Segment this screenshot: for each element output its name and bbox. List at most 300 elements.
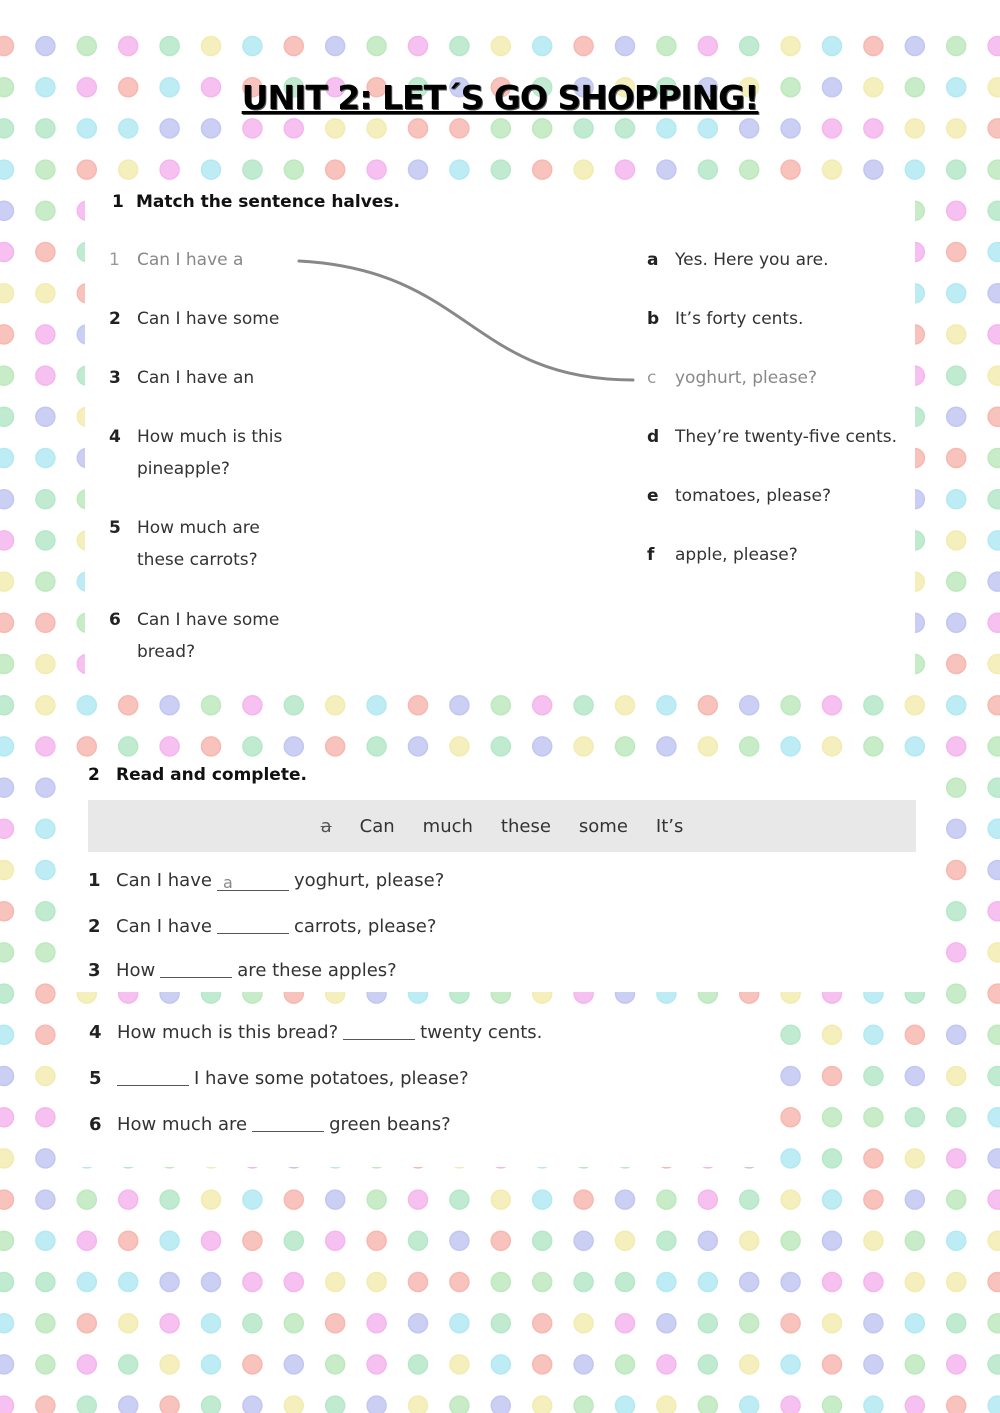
match-left-line1: How much are [137, 518, 260, 538]
background-dot [36, 819, 55, 838]
background-dot [36, 119, 55, 138]
background-dot [657, 1273, 676, 1292]
background-dot [823, 1273, 842, 1292]
background-dot [160, 1231, 179, 1250]
background-dot [119, 119, 138, 138]
background-dot [864, 160, 883, 179]
background-dot [781, 160, 800, 179]
background-dot [616, 1314, 635, 1333]
match-right-letter: c [647, 368, 657, 388]
background-dot [823, 1149, 842, 1168]
background-dot [119, 1190, 138, 1209]
background-dot [947, 902, 966, 921]
background-dot [367, 1396, 386, 1413]
background-dot [36, 490, 55, 509]
background-dot [574, 1273, 593, 1292]
background-dot [988, 119, 1000, 138]
complete-item-after: green beans? [329, 1114, 451, 1135]
background-dot [77, 78, 96, 97]
background-dot [491, 160, 510, 179]
background-dot [284, 1273, 303, 1292]
background-dot [119, 1273, 138, 1292]
match-left-number: 3 [109, 368, 121, 388]
match-right-text: apple, please? [675, 545, 798, 565]
background-dot [284, 1314, 303, 1333]
complete-item-before: How much is this bread? [117, 1022, 339, 1043]
match-left-text [137, 303, 279, 335]
background-dot [36, 243, 55, 262]
background-dot [988, 201, 1000, 220]
background-dot [574, 1190, 593, 1209]
background-dot [616, 696, 635, 715]
match-left-text [137, 421, 282, 485]
background-dot [160, 37, 179, 56]
background-dot [988, 284, 1000, 303]
background-dot [36, 696, 55, 715]
background-dot [36, 1067, 55, 1086]
background-dot [616, 1231, 635, 1250]
background-dot [905, 37, 924, 56]
match-right-letter: d [647, 427, 660, 447]
background-dot [947, 737, 966, 756]
background-dot [864, 696, 883, 715]
background-dot [160, 737, 179, 756]
background-dot [947, 119, 966, 138]
background-dot [988, 1149, 1000, 1168]
background-dot [36, 1231, 55, 1250]
background-dot [740, 160, 759, 179]
complete-item-before: How much are [117, 1114, 248, 1135]
background-dot [0, 531, 14, 550]
background-dot [574, 160, 593, 179]
background-dot [698, 160, 717, 179]
match-left-number: 1 [109, 250, 120, 270]
background-dot [947, 1190, 966, 1209]
match-left-line2: these carrots? [137, 550, 258, 570]
background-dot [202, 37, 221, 56]
answer-blank[interactable] [117, 1067, 189, 1086]
background-dot [823, 1190, 842, 1209]
match-right-text: tomatoes, please? [675, 486, 831, 506]
background-dot [781, 37, 800, 56]
match-left-number: 5 [109, 518, 121, 538]
background-dot [202, 160, 221, 179]
answer-blank[interactable] [217, 872, 289, 891]
background-dot [0, 819, 14, 838]
background-dot [202, 1231, 221, 1250]
background-dot [698, 1273, 717, 1292]
background-dot [36, 366, 55, 385]
complete-item-number: 2 [88, 916, 101, 937]
background-dot [367, 37, 386, 56]
background-dot [36, 449, 55, 468]
background-dot [533, 737, 552, 756]
background-dot [864, 737, 883, 756]
match-right-letter: e [647, 486, 659, 506]
background-dot [988, 737, 1000, 756]
background-dot [947, 78, 966, 97]
background-dot [36, 943, 55, 962]
answer-blank[interactable] [343, 1021, 415, 1040]
background-dot [0, 984, 14, 1003]
background-dot [36, 655, 55, 674]
background-dot [823, 696, 842, 715]
match-left-line1: Can I have some [137, 610, 280, 630]
background-dot [450, 1355, 469, 1374]
background-dot [823, 1355, 842, 1374]
background-dot [947, 201, 966, 220]
background-dot [119, 1355, 138, 1374]
background-dot [905, 1067, 924, 1086]
background-dot [0, 119, 14, 138]
background-dot [988, 1314, 1000, 1333]
background-dot [0, 325, 14, 344]
background-dot [36, 160, 55, 179]
background-dot [77, 737, 96, 756]
background-dot [988, 531, 1000, 550]
background-dot [988, 366, 1000, 385]
background-dot [450, 696, 469, 715]
complete-item-3 [88, 959, 397, 981]
background-dot [160, 1190, 179, 1209]
background-dot [36, 984, 55, 1003]
background-dot [657, 160, 676, 179]
background-dot [450, 1231, 469, 1250]
background-dot [533, 1231, 552, 1250]
word-bank-word: much [422, 815, 473, 837]
background-dot [77, 1190, 96, 1209]
background-dot [491, 737, 510, 756]
background-dot [0, 613, 14, 632]
background-dot [77, 696, 96, 715]
background-dot [367, 1273, 386, 1292]
complete-item-4 [89, 1021, 542, 1043]
match-left-line1: Can I have some [137, 309, 280, 329]
background-dot [0, 1067, 14, 1086]
background-dot [947, 1025, 966, 1044]
match-left-line1: Can I have an [137, 368, 255, 388]
background-dot [77, 1355, 96, 1374]
background-dot [988, 984, 1000, 1003]
background-dot [36, 1190, 55, 1209]
background-dot [823, 1025, 842, 1044]
background-dot [947, 407, 966, 426]
background-dot [988, 655, 1000, 674]
background-dot [36, 572, 55, 591]
background-dot [533, 1190, 552, 1209]
background-dot [698, 737, 717, 756]
background-dot [0, 1149, 14, 1168]
background-dot [0, 449, 14, 468]
background-dot [947, 37, 966, 56]
background-dot [284, 1231, 303, 1250]
background-dot [36, 78, 55, 97]
match-left-line1: How much is this [137, 427, 283, 447]
background-dot [864, 1067, 883, 1086]
background-dot [409, 737, 428, 756]
background-dot [988, 490, 1000, 509]
background-dot [781, 1396, 800, 1413]
background-dot [988, 449, 1000, 468]
background-dot [36, 1355, 55, 1374]
background-dot [988, 243, 1000, 262]
background-dot [657, 696, 676, 715]
background-dot [823, 1067, 842, 1086]
word-bank [88, 800, 916, 852]
complete-item-after: are these apples? [237, 960, 397, 981]
match-right-text: It’s forty cents. [675, 309, 804, 329]
background-dot [823, 1396, 842, 1413]
background-dot [491, 1355, 510, 1374]
background-dot [0, 778, 14, 797]
background-dot [947, 1396, 966, 1413]
background-dot [119, 1314, 138, 1333]
background-dot [781, 1314, 800, 1333]
background-dot [450, 160, 469, 179]
background-dot [284, 696, 303, 715]
background-dot [781, 737, 800, 756]
background-dot [0, 737, 14, 756]
background-dot [0, 407, 14, 426]
background-dot [698, 1190, 717, 1209]
background-dot [781, 1355, 800, 1374]
background-dot [0, 696, 14, 715]
background-dot [0, 943, 14, 962]
background-dot [450, 737, 469, 756]
exercise1-number: 1 [112, 192, 124, 212]
background-dot [450, 37, 469, 56]
background-dot [0, 366, 14, 385]
background-dot [988, 1273, 1000, 1292]
background-dot [0, 284, 14, 303]
page-title: UNIT 2: LET´S GO SHOPPING! [241, 78, 759, 117]
background-dot [202, 1273, 221, 1292]
background-dot [533, 37, 552, 56]
background-dot [284, 37, 303, 56]
background-dot [243, 1231, 262, 1250]
background-dot [119, 78, 138, 97]
background-dot [36, 37, 55, 56]
word-bank-word: some [578, 815, 628, 837]
background-dot [450, 1314, 469, 1333]
match-left-number: 2 [109, 309, 121, 329]
background-dot [119, 37, 138, 56]
answer-blank[interactable] [217, 915, 289, 934]
background-dot [243, 737, 262, 756]
background-dot [0, 1396, 14, 1413]
background-dot [823, 1108, 842, 1127]
background-dot [988, 902, 1000, 921]
background-dot [326, 160, 345, 179]
background-dot [491, 1396, 510, 1413]
background-dot [740, 1396, 759, 1413]
background-dot [36, 1025, 55, 1044]
example-answer: a [222, 873, 233, 892]
background-dot [616, 1355, 635, 1374]
complete-item-before: How [116, 960, 156, 981]
background-dot [0, 1231, 14, 1250]
background-dot [243, 1273, 262, 1292]
background-dot [119, 696, 138, 715]
background-dot [905, 1231, 924, 1250]
background-dot [160, 119, 179, 138]
background-dot [0, 1273, 14, 1292]
background-dot [36, 737, 55, 756]
background-dot [574, 1314, 593, 1333]
background-dot [284, 1190, 303, 1209]
background-dot [616, 737, 635, 756]
background-dot [988, 613, 1000, 632]
background-dot [988, 407, 1000, 426]
background-dot [988, 1067, 1000, 1086]
background-dot [533, 696, 552, 715]
background-dot [36, 861, 55, 880]
background-dot [947, 861, 966, 880]
background-dot [781, 1273, 800, 1292]
background-dot [409, 37, 428, 56]
background-dot [905, 1314, 924, 1333]
complete-item-after: twenty cents. [420, 1022, 543, 1043]
background-dot [367, 160, 386, 179]
background-dot [77, 37, 96, 56]
background-dot [988, 1190, 1000, 1209]
background-dot [284, 737, 303, 756]
background-dot [657, 1231, 676, 1250]
background-dot [864, 1273, 883, 1292]
answer-blank[interactable] [252, 1113, 324, 1132]
background-dot [533, 1396, 552, 1413]
background-dot [160, 1273, 179, 1292]
background-dot [326, 1396, 345, 1413]
complete-item-after: carrots, please? [293, 916, 437, 937]
background-dot [202, 1314, 221, 1333]
background-dot [823, 1231, 842, 1250]
background-dot [864, 1149, 883, 1168]
background-dot [781, 696, 800, 715]
background-dot [823, 37, 842, 56]
background-dot [284, 1396, 303, 1413]
background-dot [367, 1190, 386, 1209]
background-dot [823, 737, 842, 756]
background-dot [905, 737, 924, 756]
background-dot [243, 37, 262, 56]
background-dot [864, 78, 883, 97]
background-dot [0, 243, 14, 262]
background-dot [988, 1231, 1000, 1250]
match-right-letter: b [647, 309, 660, 329]
background-dot [491, 1190, 510, 1209]
background-dot [533, 1314, 552, 1333]
background-dot [326, 1231, 345, 1250]
background-dot [947, 531, 966, 550]
background-dot [947, 943, 966, 962]
match-left-text [137, 512, 260, 576]
background-dot [657, 737, 676, 756]
background-dot [657, 1355, 676, 1374]
background-dot [616, 1190, 635, 1209]
background-dot [409, 696, 428, 715]
background-dot [36, 778, 55, 797]
word-bank-word: a [320, 815, 332, 837]
background-dot [698, 1396, 717, 1413]
word-bank-word: It’s [655, 815, 684, 837]
background-dot [36, 407, 55, 426]
complete-item-number: 4 [89, 1022, 102, 1043]
background-dot [781, 1067, 800, 1086]
background-dot [616, 1273, 635, 1292]
background-dot [905, 1396, 924, 1413]
background-dot [864, 1396, 883, 1413]
background-dot [740, 1231, 759, 1250]
background-dot [905, 1355, 924, 1374]
background-dot [450, 1190, 469, 1209]
background-dot [0, 572, 14, 591]
background-dot [0, 160, 14, 179]
background-dot [616, 1396, 635, 1413]
background-dot [0, 1190, 14, 1209]
background-dot [905, 1108, 924, 1127]
complete-item-after: yoghurt, please? [293, 870, 445, 891]
background-dot [781, 1190, 800, 1209]
background-dot [781, 1108, 800, 1127]
background-dot [367, 1355, 386, 1374]
background-dot [243, 160, 262, 179]
background-dot [740, 737, 759, 756]
background-dot [574, 1231, 593, 1250]
background-dot [988, 78, 1000, 97]
background-dot [698, 37, 717, 56]
background-dot [657, 1396, 676, 1413]
background-dot [698, 1231, 717, 1250]
background-dot [698, 1314, 717, 1333]
background-dot [36, 1108, 55, 1127]
background-dot [160, 78, 179, 97]
background-dot [781, 1149, 800, 1168]
background-dot [0, 1108, 14, 1127]
background-dot [740, 37, 759, 56]
answer-blank[interactable] [160, 959, 232, 978]
background-dot [988, 572, 1000, 591]
background-dot [36, 1273, 55, 1292]
background-dot [947, 778, 966, 797]
background-dot [740, 1190, 759, 1209]
complete-item-number: 6 [89, 1114, 102, 1135]
background-dot [698, 696, 717, 715]
complete-item-6 [89, 1113, 451, 1135]
background-dot [160, 1355, 179, 1374]
complete-item-before: Can I have [116, 916, 212, 937]
word-bank-word: Can [359, 815, 395, 837]
background-dot [616, 160, 635, 179]
background-dot [0, 201, 14, 220]
background-dot [988, 37, 1000, 56]
background-dot [988, 1108, 1000, 1127]
background-dot [947, 1273, 966, 1292]
background-dot [491, 696, 510, 715]
complete-item-after: I have some potatoes, please? [194, 1068, 469, 1089]
background-dot [119, 160, 138, 179]
match-left-line1: Can I have a [137, 250, 244, 270]
background-dot [409, 160, 428, 179]
word-bank-word: these [500, 815, 551, 837]
background-dot [367, 1314, 386, 1333]
background-dot [326, 37, 345, 56]
background-dot [491, 1273, 510, 1292]
background-dot [119, 737, 138, 756]
background-dot [77, 1396, 96, 1413]
match-left-text [137, 604, 279, 668]
match-right-text: yoghurt, please? [675, 368, 817, 388]
